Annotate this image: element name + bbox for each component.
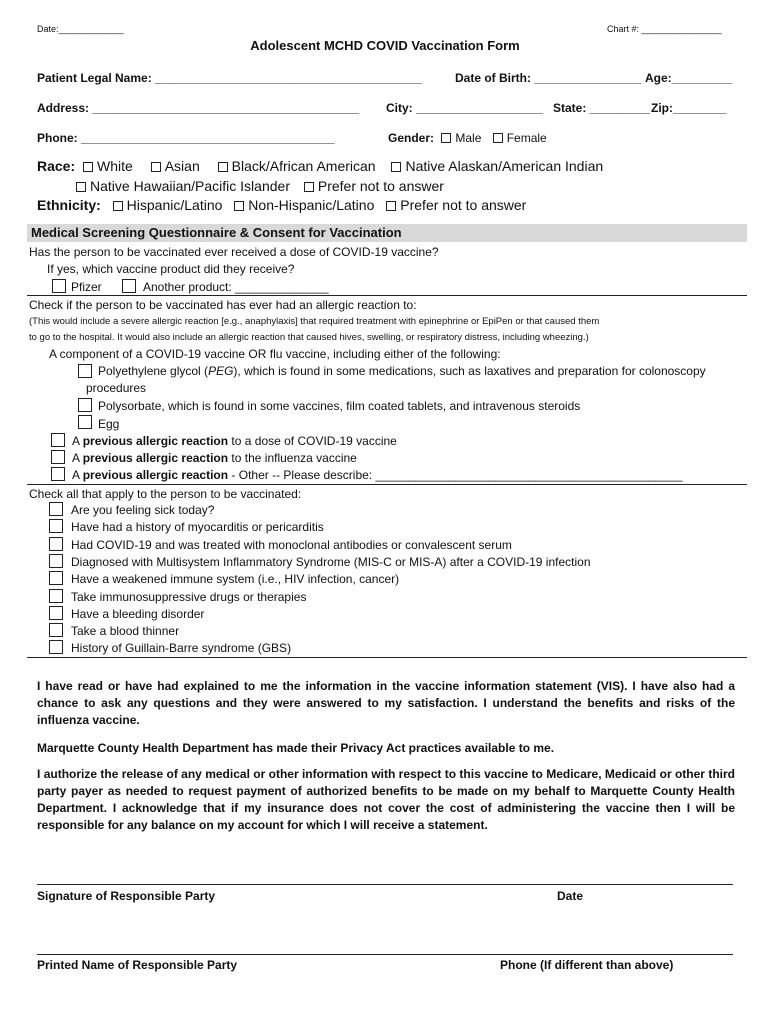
- pfizer-label: Pfizer: [71, 280, 102, 294]
- condition-label: Have had a history of myocarditis or pericarditis: [71, 520, 324, 534]
- race-prefer-not-checkbox[interactable]: [304, 182, 314, 192]
- city-field[interactable]: City: ___________________: [386, 101, 543, 115]
- allergy-influenza-checkbox[interactable]: [51, 450, 65, 464]
- allergy-other-text: - Other -- Please describe: ______________________________________________: [231, 468, 683, 482]
- date-label: Date: [557, 889, 584, 903]
- dob-field[interactable]: Date of Birth: ________________: [455, 71, 642, 85]
- race-white-checkbox[interactable]: [83, 162, 93, 172]
- gender-group: [388, 131, 547, 145]
- condition-label: Take immunosuppressive drugs or therapies: [71, 590, 307, 604]
- condition-checkbox[interactable]: [49, 571, 63, 585]
- condition-checkbox[interactable]: [49, 623, 63, 637]
- question-prior-dose: Has the person to be vaccinated ever received a dose of COVID-19 vaccine?: [29, 245, 439, 259]
- section-title-screening: Medical Screening Questionnaire & Consent for Vaccination: [27, 224, 747, 242]
- vaccine-component-label: A component of a COVID-19 vaccine OR flu vaccine, including either of the following:: [49, 347, 501, 361]
- race-black-label: Black/African American: [231, 158, 376, 174]
- peg-abbr: PEG: [208, 364, 234, 378]
- race-asian-label: Asian: [164, 158, 200, 174]
- condition-label: History of Guillain-Barre syndrome (GBS): [71, 641, 292, 655]
- condition-checkbox[interactable]: [49, 537, 63, 551]
- age-field[interactable]: Age:_________: [645, 71, 732, 85]
- race-asian-checkbox[interactable]: [151, 162, 161, 172]
- condition-label: Take a blood thinner: [71, 624, 180, 638]
- phone-label: Phone (If different than above): [500, 958, 674, 972]
- zip-field[interactable]: Zip:________: [651, 101, 727, 115]
- allergy-covid-vaccine-label: [72, 434, 397, 448]
- peg-label: [98, 364, 706, 378]
- condition-checkbox[interactable]: [49, 554, 63, 568]
- polysorbate-checkbox[interactable]: [78, 398, 92, 412]
- allergy-influenza-label: [72, 451, 357, 465]
- ethnicity-prefer-not-label: Prefer not to answer: [400, 197, 527, 213]
- condition-checkbox[interactable]: [49, 640, 63, 654]
- condition-label: Are you feeling sick today?: [71, 503, 215, 517]
- question-allergic-reaction: Check if the person to be vaccinated has ever had an allergic reaction to:: [29, 298, 417, 312]
- gender-female-label: Female: [506, 131, 547, 145]
- peg-text-pre: Polyethylene glycol (: [98, 364, 209, 378]
- allergy-note-line-1: (This would include a severe allergic reaction [e.g., anaphylaxis] that required treatment with epinephrine or EpiPen or that caused them: [29, 316, 600, 327]
- gender-male-label: Male: [455, 131, 482, 145]
- allergy-prefix: A: [72, 468, 80, 482]
- consent-authorize-paragraph: I authorize the release of any medical or other information with respect to this vaccine to Medicare, Medicaid or other third party payer as needed to request payment of authorized benefits to be made on my behalf to Marquette County Health Department. I acknowledge that if my insurance does not cover the cost of administering the vaccine then I will be responsible for any balance on my account for which I will receive a statement.: [37, 767, 735, 832]
- signature-line[interactable]: [37, 884, 733, 885]
- allergy-bold-text: previous allergic reaction: [82, 451, 229, 465]
- race-row-2: [76, 178, 444, 194]
- race-row-1: [37, 158, 603, 174]
- race-hawaiian-checkbox[interactable]: [76, 182, 86, 192]
- race-hawaiian-label: Native Hawaiian/Pacific Islander: [90, 178, 290, 194]
- allergy-other-field[interactable]: [72, 468, 682, 482]
- ethnicity-label: Ethnicity:: [37, 197, 101, 213]
- divider: [27, 657, 747, 658]
- ethnicity-hispanic-label: Hispanic/Latino: [126, 197, 223, 213]
- peg-text-post: ), which is found in some medications, such as laxatives and preparation for colonoscopy: [233, 364, 706, 378]
- pfizer-checkbox[interactable]: [52, 279, 66, 293]
- gender-male-checkbox[interactable]: [441, 133, 451, 143]
- divider: [27, 484, 747, 485]
- allergy-bold-text: previous allergic reaction: [82, 468, 229, 482]
- condition-checkbox[interactable]: [49, 606, 63, 620]
- peg-label-cont: procedures: [86, 381, 147, 395]
- allergy-influenza-text: to the influenza vaccine: [231, 451, 357, 465]
- address-field[interactable]: Address: ________________________________________: [37, 101, 360, 115]
- race-label: Race:: [37, 158, 76, 174]
- gender-label: Gender:: [388, 131, 435, 145]
- state-field[interactable]: State: _________: [553, 101, 650, 115]
- condition-checkbox[interactable]: [49, 519, 63, 533]
- egg-checkbox[interactable]: [78, 415, 92, 429]
- ethnicity-non-hispanic-checkbox[interactable]: [234, 201, 244, 211]
- page-title: Adolescent MCHD COVID Vaccination Form: [250, 38, 520, 53]
- consent-privacy-paragraph: Marquette County Health Department has made their Privacy Act practices available to me.: [37, 741, 555, 755]
- race-black-checkbox[interactable]: [218, 162, 228, 172]
- condition-label: Had COVID-19 and was treated with monoclonal antibodies or convalescent serum: [71, 538, 512, 552]
- chart-number-field[interactable]: Chart #: ________________: [607, 24, 722, 34]
- race-prefer-not-label: Prefer not to answer: [317, 178, 444, 194]
- phone-field[interactable]: Phone: ______________________________________: [37, 131, 335, 145]
- date-field[interactable]: Date:_____________: [37, 24, 124, 34]
- another-product-checkbox[interactable]: [122, 279, 136, 293]
- allergy-prefix: A: [72, 451, 80, 465]
- allergy-covid-text: to a dose of COVID-19 vaccine: [231, 434, 397, 448]
- condition-label: Have a bleeding disorder: [71, 607, 205, 621]
- egg-label: Egg: [98, 417, 120, 431]
- consent-vis-paragraph: I have read or have had explained to me the information in the vaccine information statement (VIS). I have also had a chance to ask any questions and they were answered to my satisfaction. I understand the benefits and risks of the influenza vaccine.: [37, 679, 735, 727]
- printed-name-label: Printed Name of Responsible Party: [37, 958, 238, 972]
- race-native-alaskan-checkbox[interactable]: [391, 162, 401, 172]
- allergy-bold-text: previous allergic reaction: [82, 434, 229, 448]
- condition-label: Diagnosed with Multisystem Inflammatory Syndrome (MIS-C or MIS-A) after a COVID-19 infection: [71, 555, 591, 569]
- allergy-other-checkbox[interactable]: [51, 467, 65, 481]
- race-white-label: White: [97, 158, 133, 174]
- peg-checkbox[interactable]: [78, 364, 92, 378]
- printed-name-line[interactable]: [37, 954, 733, 955]
- gender-female-checkbox[interactable]: [493, 133, 503, 143]
- divider: [27, 295, 747, 296]
- ethnicity-row: [37, 197, 526, 213]
- condition-checkbox[interactable]: [49, 589, 63, 603]
- polysorbate-label: Polysorbate, which is found in some vaccines, film coated tablets, and intravenous steroids: [98, 399, 581, 413]
- another-product-field[interactable]: Another product: ______________: [143, 280, 329, 294]
- patient-name-field[interactable]: Patient Legal Name: ________________________________________: [37, 71, 422, 85]
- ethnicity-hispanic-checkbox[interactable]: [113, 201, 123, 211]
- ethnicity-prefer-not-checkbox[interactable]: [386, 201, 396, 211]
- condition-checkbox[interactable]: [49, 502, 63, 516]
- allergy-note-line-2: to go to the hospital. It would also include an allergic reaction that caused hives, swelling, or respiratory distress, including wheezing.): [29, 332, 589, 343]
- ethnicity-non-hispanic-label: Non-Hispanic/Latino: [248, 197, 375, 213]
- question-conditions: Check all that apply to the person to be vaccinated:: [29, 487, 302, 501]
- question-which-product: If yes, which vaccine product did they receive?: [47, 262, 295, 276]
- race-native-alaskan-label: Native Alaskan/American Indian: [405, 158, 604, 174]
- condition-label: Have a weakened immune system (i.e., HIV infection, cancer): [71, 572, 400, 586]
- allergy-covid-vaccine-checkbox[interactable]: [51, 433, 65, 447]
- allergy-prefix: A: [72, 434, 80, 448]
- signature-label: Signature of Responsible Party: [37, 889, 216, 903]
